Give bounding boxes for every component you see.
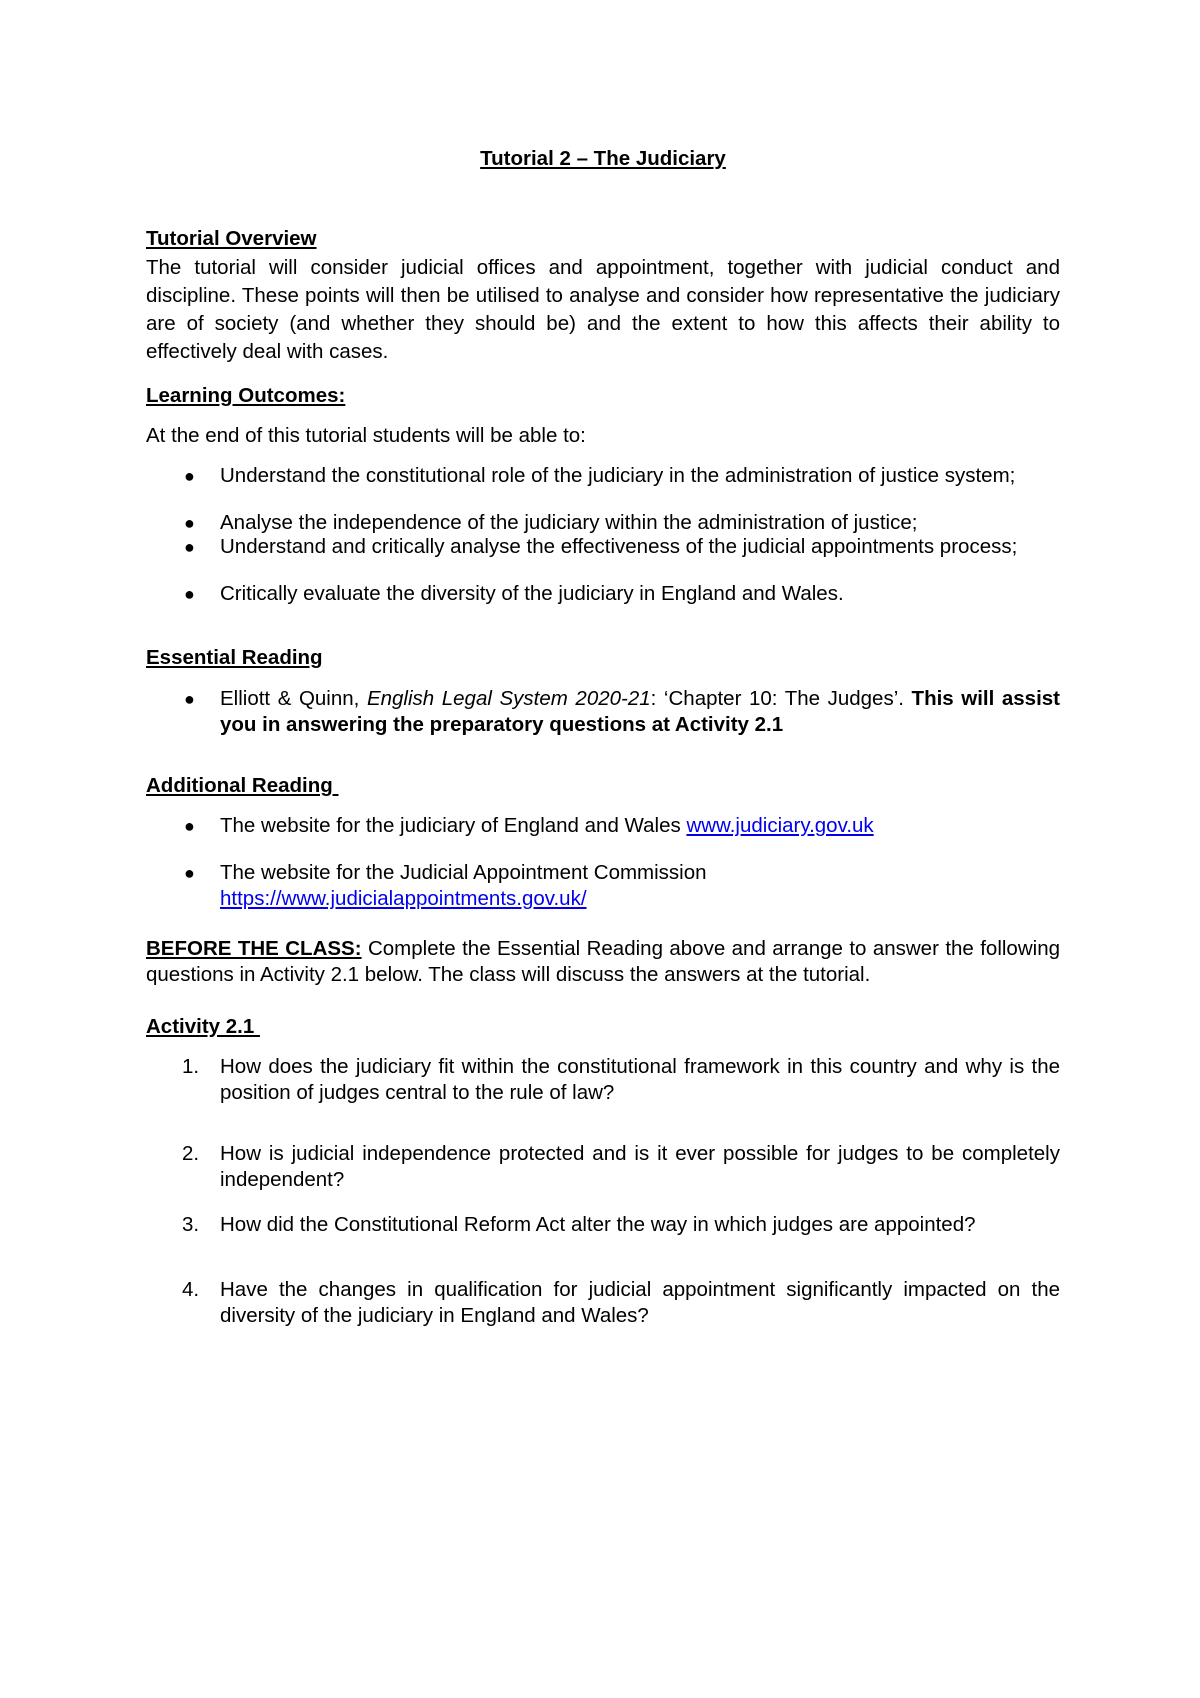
bullet-icon: ● bbox=[184, 513, 195, 533]
essential-heading: Essential Reading bbox=[146, 646, 323, 669]
list-item-text: Critically evaluate the diversity of the judiciary in England and Wales. bbox=[220, 582, 844, 605]
essential-note: This will assist you in answering the preparatory questions at Activity 2.1 bbox=[220, 687, 1061, 736]
essential-book-title: English Legal System 2020-21 bbox=[366, 687, 651, 710]
document-page bbox=[146, 0, 1060, 1698]
bullet-icon: ● bbox=[184, 466, 195, 486]
essential-author: Elliott & Quinn, bbox=[220, 687, 367, 710]
question-text: How is judicial independence protected and is it ever possible for judges to be completely independent? bbox=[220, 1142, 1060, 1191]
before-class-label: BEFORE THE CLASS: bbox=[146, 937, 362, 960]
list-item-text: Understand and critically analyse the effectiveness of the judicial appointments process; bbox=[220, 535, 1018, 558]
jac-website-label: The website for the Judicial Appointment Commission bbox=[220, 861, 707, 884]
bullet-icon: ● bbox=[184, 689, 195, 709]
question-text: Have the changes in qualification for judicial appointment significantly impacted on the diversity of the judiciary in England and Wales? bbox=[220, 1278, 1060, 1327]
list-item-text: Analyse the independence of the judiciary within the administration of justice; bbox=[220, 511, 918, 534]
question-number: 1. bbox=[182, 1055, 200, 1078]
question-number: 3. bbox=[182, 1213, 200, 1236]
overview-heading: Tutorial Overview bbox=[146, 227, 317, 250]
question-number: 4. bbox=[182, 1278, 200, 1301]
learning-heading: Learning Outcomes: bbox=[146, 384, 346, 407]
list-item-text bbox=[220, 813, 1060, 839]
question-number: 2. bbox=[182, 1142, 200, 1165]
bullet-icon: ● bbox=[184, 863, 195, 883]
jac-website-link[interactable]: https://www.judicialappointments.gov.uk/ bbox=[220, 887, 587, 910]
overview-text: The tutorial will consider judicial offices and appointment, together with judicial conduct and discipline. These points will then be utilised to analyse and consider how representative the judiciary are of society (and whether they should be) and the extent to how this affects their ability to effectively deal with cases. bbox=[146, 256, 1060, 363]
activity-heading: Activity 2.1 bbox=[146, 1015, 260, 1038]
list-item-text bbox=[220, 860, 1060, 912]
before-class-text bbox=[146, 936, 1060, 988]
judiciary-website-link[interactable]: www.judiciary.gov.uk bbox=[686, 814, 874, 837]
before-class-body: Complete the Essential Reading above and arrange to answer the following questions in Activity 2.1 below. The class will discuss the answers at the tutorial. bbox=[146, 937, 1060, 986]
essential-chapter: : ‘Chapter 10: The Judges’. bbox=[650, 687, 912, 710]
page-title: Tutorial 2 – The Judiciary bbox=[480, 147, 726, 170]
bullet-icon: ● bbox=[184, 816, 195, 836]
question-text: How does the judiciary fit within the constitutional framework in this country and why is the position of judges central to the rule of law? bbox=[220, 1055, 1060, 1104]
bullet-icon: ● bbox=[184, 537, 195, 557]
question-text: How did the Constitutional Reform Act alter the way in which judges are appointed? bbox=[220, 1213, 976, 1236]
learning-intro: At the end of this tutorial students will be able to: bbox=[146, 424, 586, 447]
bullet-icon: ● bbox=[184, 584, 195, 604]
additional-heading: Additional Reading bbox=[146, 774, 339, 797]
judiciary-website-label: The website for the judiciary of England and Wales bbox=[220, 814, 687, 837]
list-item-text: Understand the constitutional role of the judiciary in the administration of justice system; bbox=[220, 464, 1016, 487]
essential-reading-text bbox=[220, 686, 1060, 738]
